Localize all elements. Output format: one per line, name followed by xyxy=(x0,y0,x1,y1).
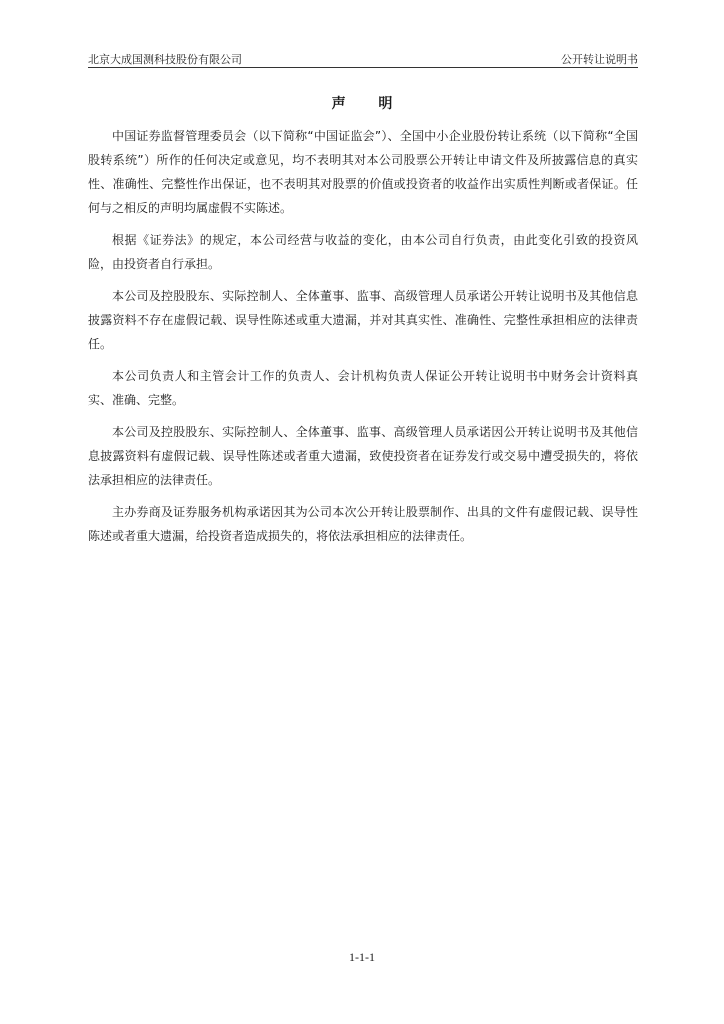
paragraph-5: 本公司及控股股东、实际控制人、全体董事、监事、高级管理人员承诺因公开转让说明书及其他信息披露资料有虚假记载、误导性陈述或者重大遗漏，致使投资者在证券发行或交易中遭受损失的，将依法承担相应的法律责任。 xyxy=(88,425,638,487)
page-number: 1-1-1 xyxy=(349,950,375,964)
header-divider xyxy=(88,67,638,68)
paragraph-1: 中国证券监督管理委员会（以下简称“中国证监会”）、全国中小企业股份转让系统（以下简称“全国股转系统”）所作的任何决定或意见，均不表明其对本公司股票公开转让申请文件及所披露信息的真实性、准确性、完整性作出保证，也不表明其对股票的价值或投资者的收益作出实质性判断或者保证。任何与之相反的声明均属虚假不实陈述。 xyxy=(88,129,638,215)
paragraph-4: 本公司负责人和主管会计工作的负责人、会计机构负责人保证公开转让说明书中财务会计资料真实、准确、完整。 xyxy=(88,369,638,407)
paragraph-3: 本公司及控股股东、实际控制人、全体董事、监事、高级管理人员承诺公开转让说明书及其他信息披露资料不存在虚假记载、误导性陈述或重大遗漏，并对其真实性、准确性、完整性承担相应的法律责任。 xyxy=(88,289,638,351)
paragraph-6: 主办券商及证券服务机构承诺因其为公司本次公开转让股票制作、出具的文件有虚假记载、误导性陈述或者重大遗漏，给投资者造成损失的，将依法承担相应的法律责任。 xyxy=(88,505,638,543)
paragraph-2: 根据《证券法》的规定，本公司经营与收益的变化，由本公司自行负责，由此变化引致的投资风险，由投资者自行承担。 xyxy=(88,233,638,271)
header-document-type: 公开转让说明书 xyxy=(561,53,638,66)
page-header xyxy=(88,50,638,68)
page-title: 声 明 xyxy=(331,96,407,112)
declaration-body xyxy=(88,124,638,556)
header-company-name: 北京大成国测科技股份有限公司 xyxy=(88,53,242,66)
